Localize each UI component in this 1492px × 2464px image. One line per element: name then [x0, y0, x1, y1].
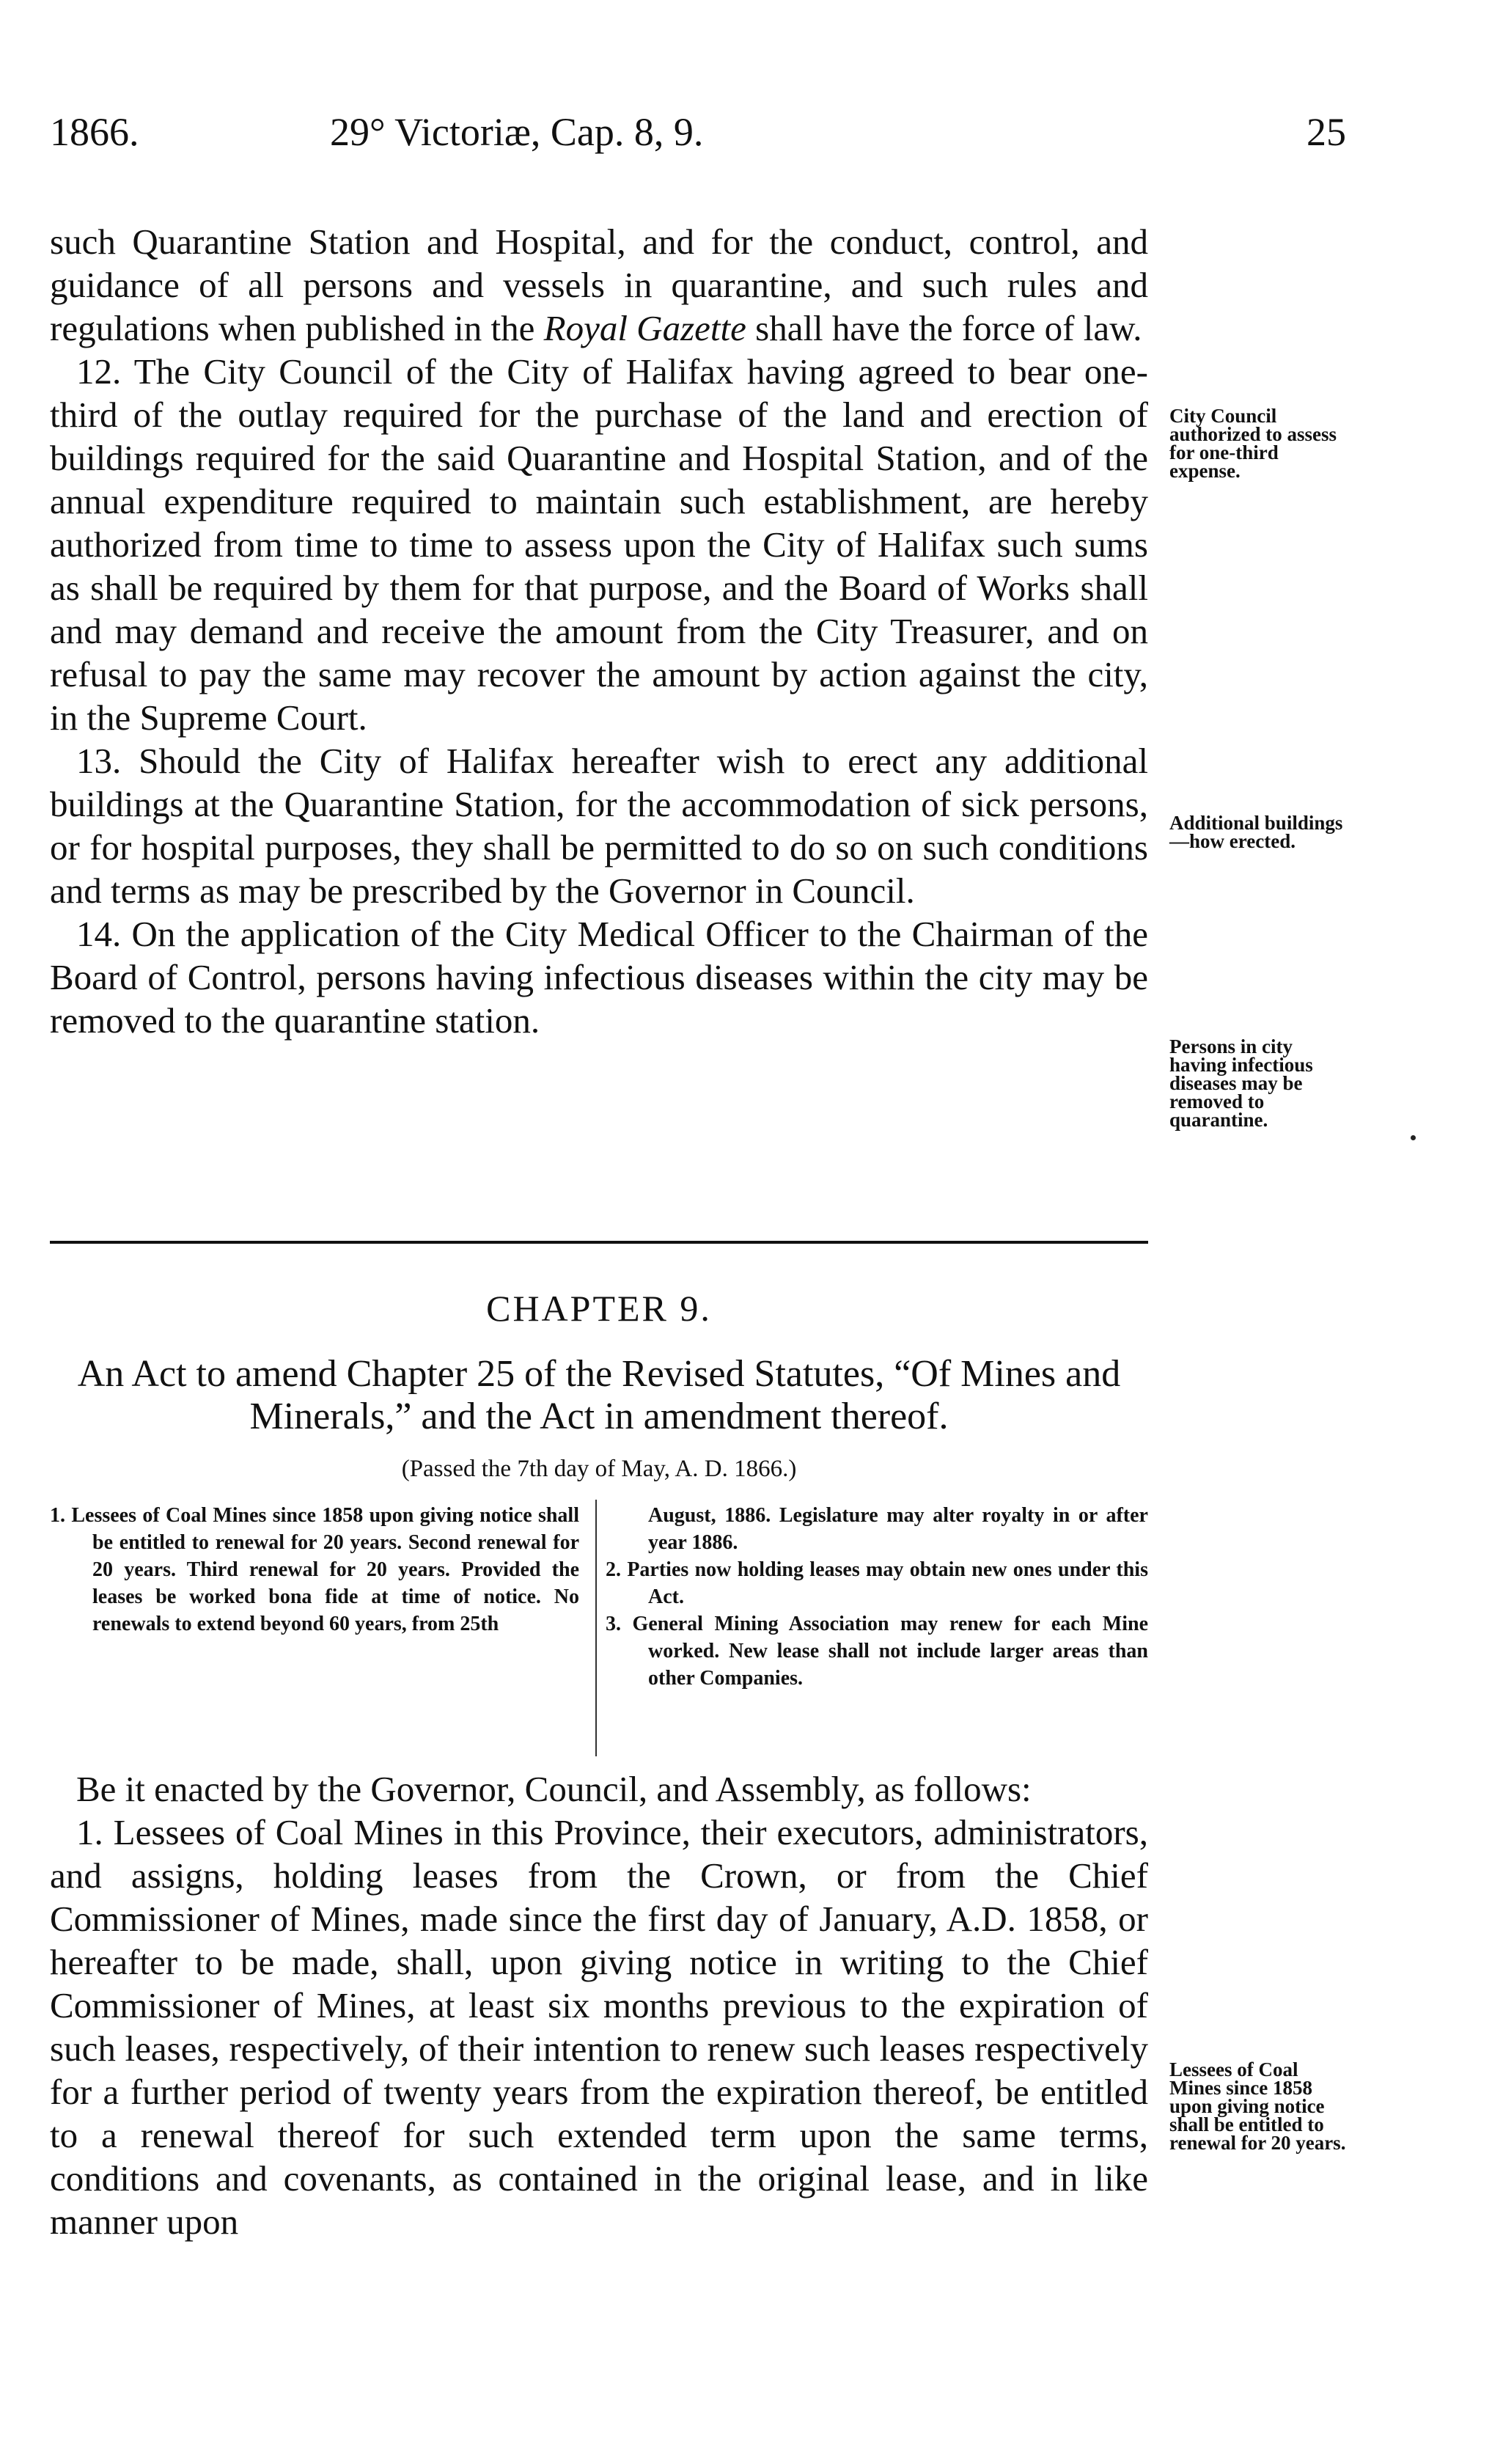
- section-1: 1. Lessees of Coal Mines in this Province, their executors, administrators, and assigns, holding leases from the Crown, or from the Chief Commissioner of Mines, made since the first day of January, A.D. 1858, or hereafter to be made, shall, upon giving notice in writing to the Chief Commissioner of Mines, at least six months previous to the expiration of such leases, respectively, of their intention to renew such leases respectively for a further period of twenty years from the expiration thereof, be entitled to a renewal thereof for such extended term upon the same terms, conditions and covenants, as contained in the original lease, and in like manner upon: [50, 1812, 1148, 2242]
- rules-text: such Quarantine Station and Hospital, and for the conduct, control, and guidance of all persons and vessels in quarantine, and such rules and regulations when published in the: [50, 221, 1148, 348]
- margin-note-12: City Council authorized to assess for one-third expense.: [1169, 405, 1337, 482]
- margin-note-14: Persons in city having infectious diseases may be removed to quarantine.: [1169, 1035, 1313, 1131]
- passed-date: (Passed the 7th day of May, A. D. 1866.): [401, 1456, 797, 1482]
- synopsis-left: [50, 1502, 579, 1638]
- synopsis-item-1: 1. Lessees of Coal Mines since 1858 upon giving notice shall be entitled to renewal for 20 years. Second renewal for 20 years. Third renewal for 20 years. Provided the leases be worked bona fide at time of notice. No renewals to extend beyond 60 years, from 25th: [50, 1504, 579, 1635]
- synopsis-item-1-cont: August, 1886. Legislature may alter royalty in or after year 1886.: [648, 1504, 1148, 1554]
- chapter-divider: [50, 1241, 1148, 1244]
- page-number: 25: [1307, 110, 1346, 154]
- paragraph-rules: [50, 220, 1148, 350]
- chapter-8-text: [50, 220, 1148, 1042]
- royal-gazette: Royal Gazette: [543, 308, 746, 348]
- margin-note-13: Additional buildings—how erected.: [1169, 812, 1343, 852]
- section-13: 13. Should the City of Halifax hereafter wish to erect any additional buildings at the Quarantine Station, for the accommodation of sick persons, or for hospital purposes, they shall be permitted to do so on such conditions and terms as may be prescribed by the Governor in Council.: [50, 741, 1148, 911]
- rules-text-end: shall have the force of law.: [755, 308, 1142, 348]
- header-year: 1866.: [50, 110, 139, 154]
- stray-mark: [1411, 1135, 1416, 1140]
- margin-note-1: Lessees of Coal Mines since 1858 upon giving notice shall be entitled to renewal for 20 years.: [1169, 2058, 1346, 2154]
- synopsis-divider: [595, 1500, 597, 1756]
- chapter-heading: CHAPTER 9.: [486, 1288, 712, 1329]
- act-title: An Act to amend Chapter 25 of the Revised Statutes, “Of Mines and Minerals,” and the Act in amendment thereof.: [77, 1353, 1121, 1437]
- synopsis-right: [606, 1502, 1148, 1692]
- synopsis-item-3: 3. General Mining Association may renew for each Mine worked. New lease shall not include larger areas than other Companies.: [606, 1613, 1148, 1690]
- section-14: 14. On the application of the City Medical Officer to the Chairman of the Board of Control, persons having infectious diseases within the city may be removed to the quarantine station.: [50, 914, 1148, 1041]
- chapter-9-text: [50, 1767, 1148, 2243]
- header-title: 29° Victoriæ, Cap. 8, 9.: [330, 110, 704, 154]
- synopsis-item-2: 2. Parties now holding leases may obtain new ones under this Act.: [606, 1558, 1148, 1608]
- section-12: 12. The City Council of the City of Halifax having agreed to bear one-third of the outlay required for the purchase of the land and erection of buildings required for the said Quarantine and Hospital Station, and of the annual expenditure required to maintain such establishment, are hereby authorized from time to time to assess upon the City of Halifax such sums as shall be required by them for that purpose, and the Board of Works shall and may demand and receive the amount from the City Treasurer, and on refusal to pay the same may recover the amount by action against the city, in the Supreme Court.: [50, 351, 1148, 738]
- preamble: Be it enacted by the Governor, Council, and Assembly, as follows:: [76, 1769, 1032, 1809]
